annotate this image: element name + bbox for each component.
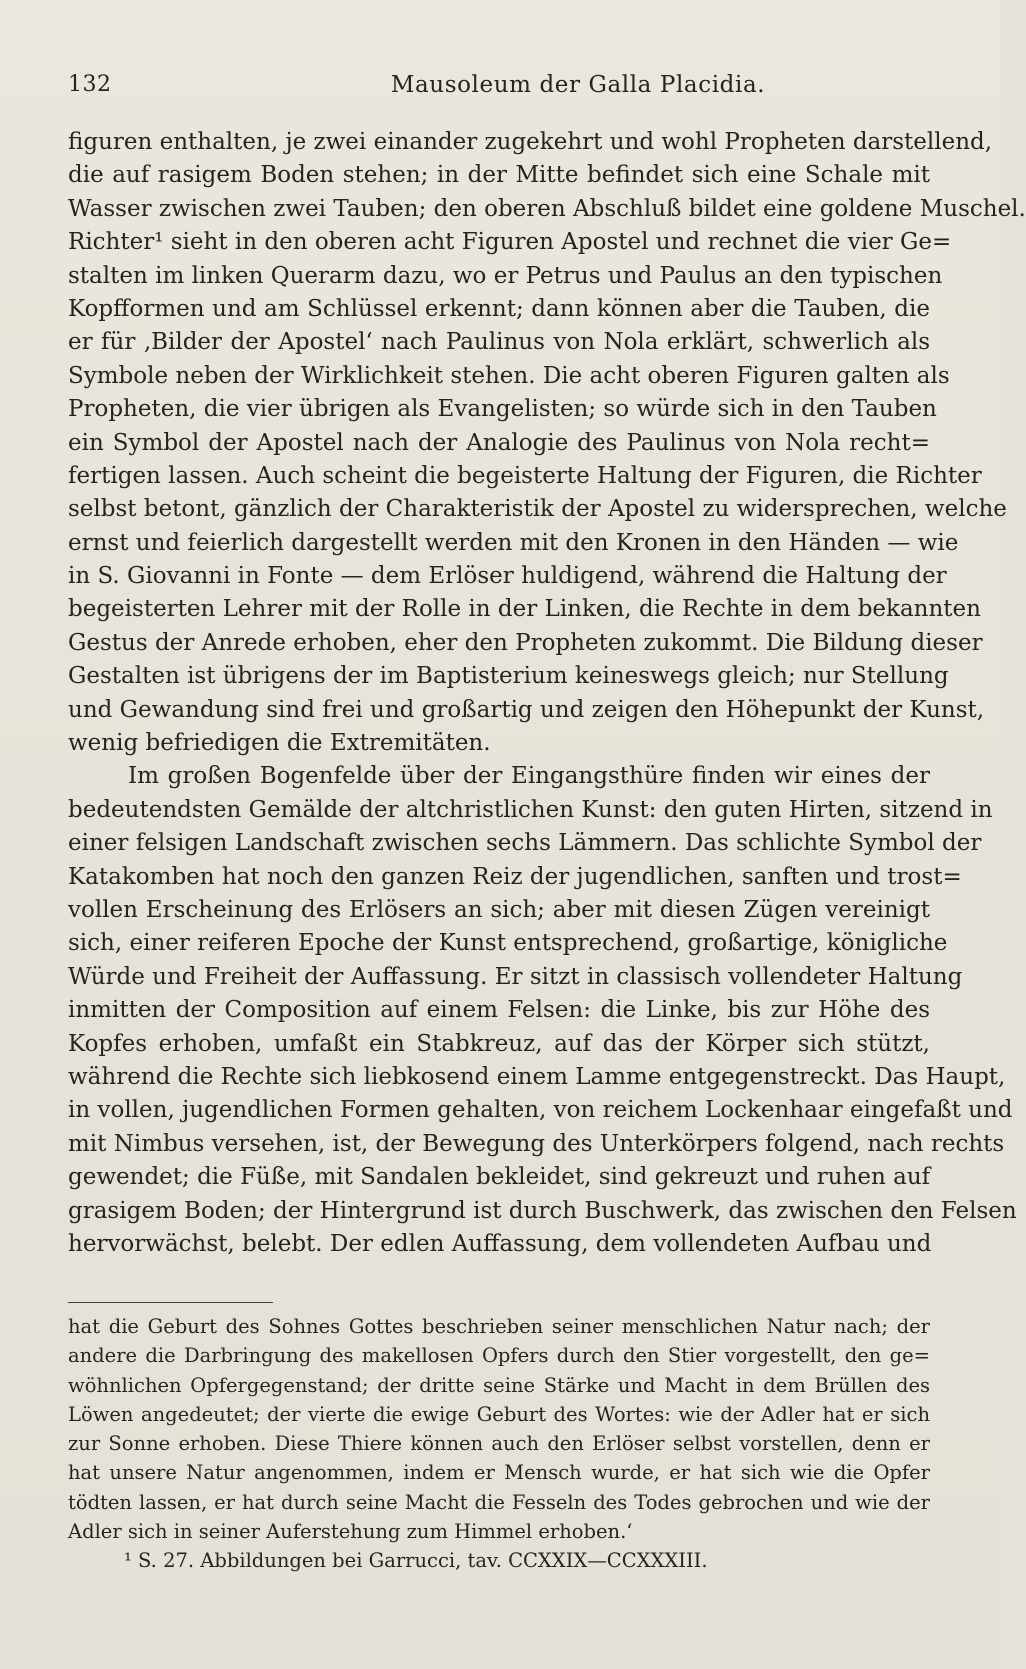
main-text: [68, 126, 1026, 1261]
footnote-line: zur Sonne erhoben. Diese Thiere können auch den Erlöser selbst vorstellen, denn er: [68, 1432, 930, 1456]
text-line: ernst und feierlich dargestellt werden mit den Kronen in den Händen — wie: [68, 529, 959, 556]
footnote-line: tödten lassen, er hat durch seine Macht die Fesseln des Todes gebrochen und wie der: [68, 1490, 930, 1514]
text-line: Würde und Freiheit der Auffassung. Er sitzt in classisch vollendeter Haltung: [68, 963, 963, 990]
text-line: Gestus der Anrede erhoben, eher den Propheten zukommt. Die Bildung dieser: [68, 629, 983, 656]
footnotes: [68, 1312, 930, 1576]
footnote-line: wöhnlichen Opfergegenstand; der dritte seine Stärke und Macht in dem Brüllen des: [68, 1373, 930, 1397]
text-line: hervorwächst, belebt. Der edlen Auffassung, dem vollendeten Aufbau und: [68, 1230, 932, 1257]
page-number: 132: [68, 72, 112, 97]
footnote-line: hat die Geburt des Sohnes Gottes beschrieben seiner menschlichen Natur nach; der: [68, 1315, 930, 1338]
text-line: Gestalten ist übrigens der im Baptisterium keineswegs gleich; nur Stellung: [68, 663, 949, 690]
text-line: er für ‚Bilder der Apostel‘ nach Paulinus von Nola erklärt, schwerlich als: [68, 329, 930, 356]
text-line: Propheten, die vier übrigen als Evangelisten; so würde sich in den Tauben: [68, 396, 937, 423]
text-line: einer felsigen Landschaft zwischen sechs Lämmern. Das schlichte Symbol der: [68, 830, 982, 857]
text-line: begeisterten Lehrer mit der Rolle in der Linken, die Rechte in dem bekannten: [68, 596, 981, 623]
text-line: figuren enthalten, je zwei einander zugekehrt und wohl Propheten darstellend,: [68, 129, 993, 155]
text-line: Kopfes erhoben, umfaßt ein Stabkreuz, auf das der Körper sich stützt,: [68, 1030, 930, 1057]
footnote-line: Adler sich in seiner Auferstehung zum Himmel erhoben.‘: [68, 1520, 633, 1544]
text-line: Katakomben hat noch den ganzen Reiz der jugendlichen, sanften und trost=: [68, 863, 962, 890]
text-line: Wasser zwischen zwei Tauben; den oberen Abschluß bildet eine goldene Muschel.: [68, 195, 1026, 222]
text-line: stalten im linken Querarm dazu, wo er Petrus und Paulus an den typischen: [68, 262, 943, 289]
footnote-reference: ¹ S. 27. Abbildungen bei Garrucci, tav. CCXXIX—CCXXXIII.: [124, 1549, 708, 1573]
text-line: fertigen lassen. Auch scheint die begeisterte Haltung der Figuren, die Richter: [68, 462, 982, 489]
text-line: die auf rasigem Boden stehen; in der Mitte befindet sich eine Schale mit: [68, 162, 930, 189]
text-line: ein Symbol der Apostel nach der Analogie des Paulinus von Nola recht=: [68, 429, 930, 456]
footnote-line: Löwen angedeutet; der vierte die ewige Geburt des Wortes: wie der Adler hat er sich: [68, 1402, 930, 1426]
text-line: selbst betont, gänzlich der Charakteristik der Apostel zu widersprechen, welche: [68, 496, 1007, 523]
paragraph-start-line: Im großen Bogenfelde über der Eingangsthüre finden wir eines der: [128, 763, 930, 790]
footnote-line: andere die Darbringung des makellosen Opfers durch den Stier vorgestellt, den ge=: [68, 1344, 930, 1368]
text-line: bedeutendsten Gemälde der altchristlichen Kunst: den guten Hirten, sitzend in: [68, 796, 993, 823]
text-line: in S. Giovanni in Fonte — dem Erlöser huldigend, während die Haltung der: [68, 563, 947, 590]
text-line: während die Rechte sich liebkosend einem Lamme entgegenstreckt. Das Haupt,: [68, 1063, 1006, 1090]
text-line: gewendet; die Füße, mit Sandalen bekleidet, sind gekreuzt und ruhen auf: [68, 1164, 931, 1191]
text-line: vollen Erscheinung des Erlösers an sich; aber mit diesen Zügen vereinigt: [68, 896, 930, 923]
text-line: grasigem Boden; der Hintergrund ist durch Buschwerk, das zwischen den Felsen: [68, 1197, 1017, 1224]
paragraph-end-line: wenig befriedigen die Extremitäten.: [68, 730, 491, 757]
text-line: inmitten der Composition auf einem Felsen: die Linke, bis zur Höhe des: [68, 997, 930, 1024]
text-line: Kopfformen und am Schlüssel erkennt; dann können aber die Tauben, die: [68, 295, 930, 322]
text-line: in vollen, jugendlichen Formen gehalten, von reichem Lockenhaar eingefaßt und: [68, 1097, 1013, 1124]
text-line: und Gewandung sind frei und großartig und zeigen den Höhepunkt der Kunst,: [68, 696, 985, 723]
text-line: Richter¹ sieht in den oberen acht Figuren Apostel und rechnet die vier Ge=: [68, 229, 952, 256]
footnote-separator: [68, 1302, 273, 1303]
text-line: mit Nimbus versehen, ist, der Bewegung des Unterkörpers folgend, nach rechts: [68, 1130, 1005, 1157]
page-header: [68, 72, 923, 112]
running-head: Mausoleum der Galla Placidia.: [390, 72, 766, 98]
footnote-line: hat unsere Natur angenommen, indem er Mensch wurde, er hat sich wie die Opfer: [68, 1461, 930, 1485]
text-line: sich, einer reiferen Epoche der Kunst entsprechend, großartige, königliche: [68, 930, 948, 957]
text-line: Symbole neben der Wirklichkeit stehen. Die acht oberen Figuren galten als: [68, 362, 950, 389]
